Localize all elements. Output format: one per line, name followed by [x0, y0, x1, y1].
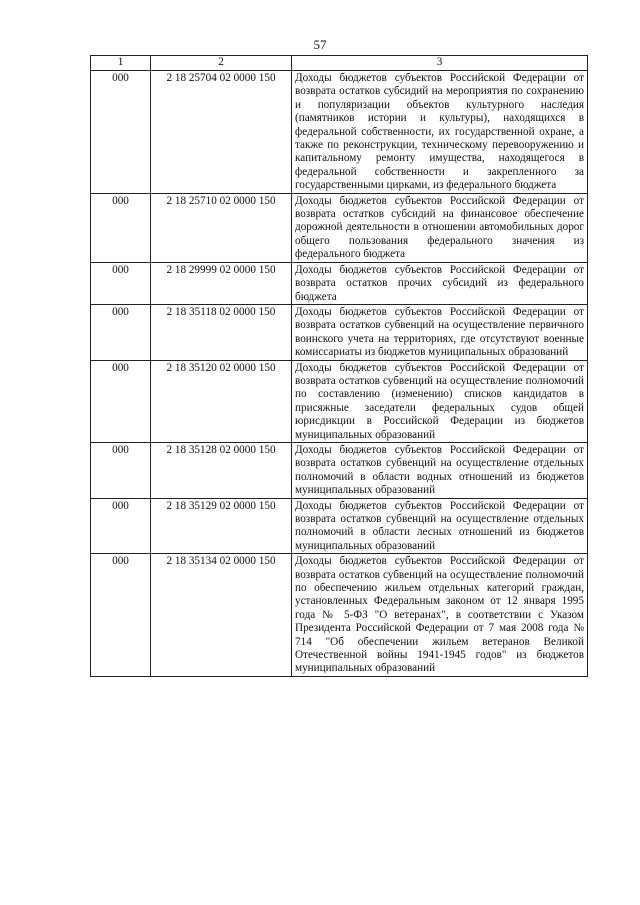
budget-code-cell: 2 18 29999 02 0000 150 — [151, 262, 292, 304]
table-row — [91, 442, 588, 498]
admin-code-cell: 000 — [91, 498, 151, 554]
admin-code-cell: 000 — [91, 262, 151, 304]
table-row — [91, 498, 588, 554]
budget-classification-table — [90, 55, 588, 677]
table-body — [91, 71, 588, 677]
description-cell: Доходы бюджетов субъектов Российской Федерации от возврата остатков субвенций на осуществление полномочий по обеспечению жильем отдельных категорий граждан, установленных Федеральным законом от 12 января 1995 года № 5-ФЗ "О ветеранах", в соответствии с Указом Президента Российской Федерации от 7 мая 2008 года № 714 "Об обеспечении жильем ветеранов Великой Отечественной войны 1941-1945 годов" из бюджетов муниципальных образований — [292, 554, 588, 677]
budget-code-cell: 2 18 25710 02 0000 150 — [151, 193, 292, 262]
description-cell: Доходы бюджетов субъектов Российской Федерации от возврата остатков субвенций на осуществление полномочий по составлению (изменению) списков кандидатов в присяжные заседатели федеральных судов общей юрисдикции в Российской Федерации из бюджетов муниципальных образований — [292, 360, 588, 442]
description-cell: Доходы бюджетов субъектов Российской Федерации от возврата остатков прочих субсидий из федерального бюджета — [292, 262, 588, 304]
page-number: 57 — [313, 37, 327, 52]
table-row — [91, 262, 588, 304]
budget-code-cell: 2 18 35118 02 0000 150 — [151, 304, 292, 360]
budget-code-cell: 2 18 35129 02 0000 150 — [151, 498, 292, 554]
description-cell: Доходы бюджетов субъектов Российской Федерации от возврата остатков субсидий на финансовое обеспечение дорожной деятельности в отношении автомобильных дорог общего пользования федерального значения из федерального бюджета — [292, 193, 588, 262]
budget-code-cell: 2 18 35134 02 0000 150 — [151, 554, 292, 677]
table-row — [91, 360, 588, 442]
admin-code-cell: 000 — [91, 442, 151, 498]
description-cell: Доходы бюджетов субъектов Российской Федерации от возврата остатков субвенций на осуществление первичного воинского учета на территориях, где отсутствуют военные комиссариаты из бюджетов муниципальных образований — [292, 304, 588, 360]
budget-code-cell: 2 18 25704 02 0000 150 — [151, 71, 292, 194]
description-cell: Доходы бюджетов субъектов Российской Федерации от возврата остатков субвенций на осуществление отдельных полномочий в области лесных отношений из бюджетов муниципальных образований — [292, 498, 588, 554]
column-header-1: 1 — [91, 56, 151, 71]
table-row — [91, 554, 588, 677]
column-header-2: 2 — [151, 56, 292, 71]
column-header-3: 3 — [292, 56, 588, 71]
description-cell: Доходы бюджетов субъектов Российской Федерации от возврата остатков субсидий на мероприятия по сохранению и популяризации объектов культурного наследия (памятников истории и культуры), находящихся в федеральной собственности, их государственной охране, а также по реконструкции, техническому перевооружению и капитальному ремонту имущества, находящегося в федеральной собственности и закрепленного за государственными цирками, из федерального бюджета — [292, 71, 588, 194]
budget-code-cell: 2 18 35120 02 0000 150 — [151, 360, 292, 442]
admin-code-cell: 000 — [91, 360, 151, 442]
table-row — [91, 71, 588, 194]
table-row — [91, 304, 588, 360]
description-cell: Доходы бюджетов субъектов Российской Федерации от возврата остатков субвенций на осуществление отдельных полномочий в области водных отношений из бюджетов муниципальных образований — [292, 442, 588, 498]
table-row — [91, 193, 588, 262]
budget-code-cell: 2 18 35128 02 0000 150 — [151, 442, 292, 498]
table-header — [91, 56, 588, 71]
table-header-row — [91, 56, 588, 71]
admin-code-cell: 000 — [91, 554, 151, 677]
admin-code-cell: 000 — [91, 71, 151, 194]
admin-code-cell: 000 — [91, 304, 151, 360]
admin-code-cell: 000 — [91, 193, 151, 262]
